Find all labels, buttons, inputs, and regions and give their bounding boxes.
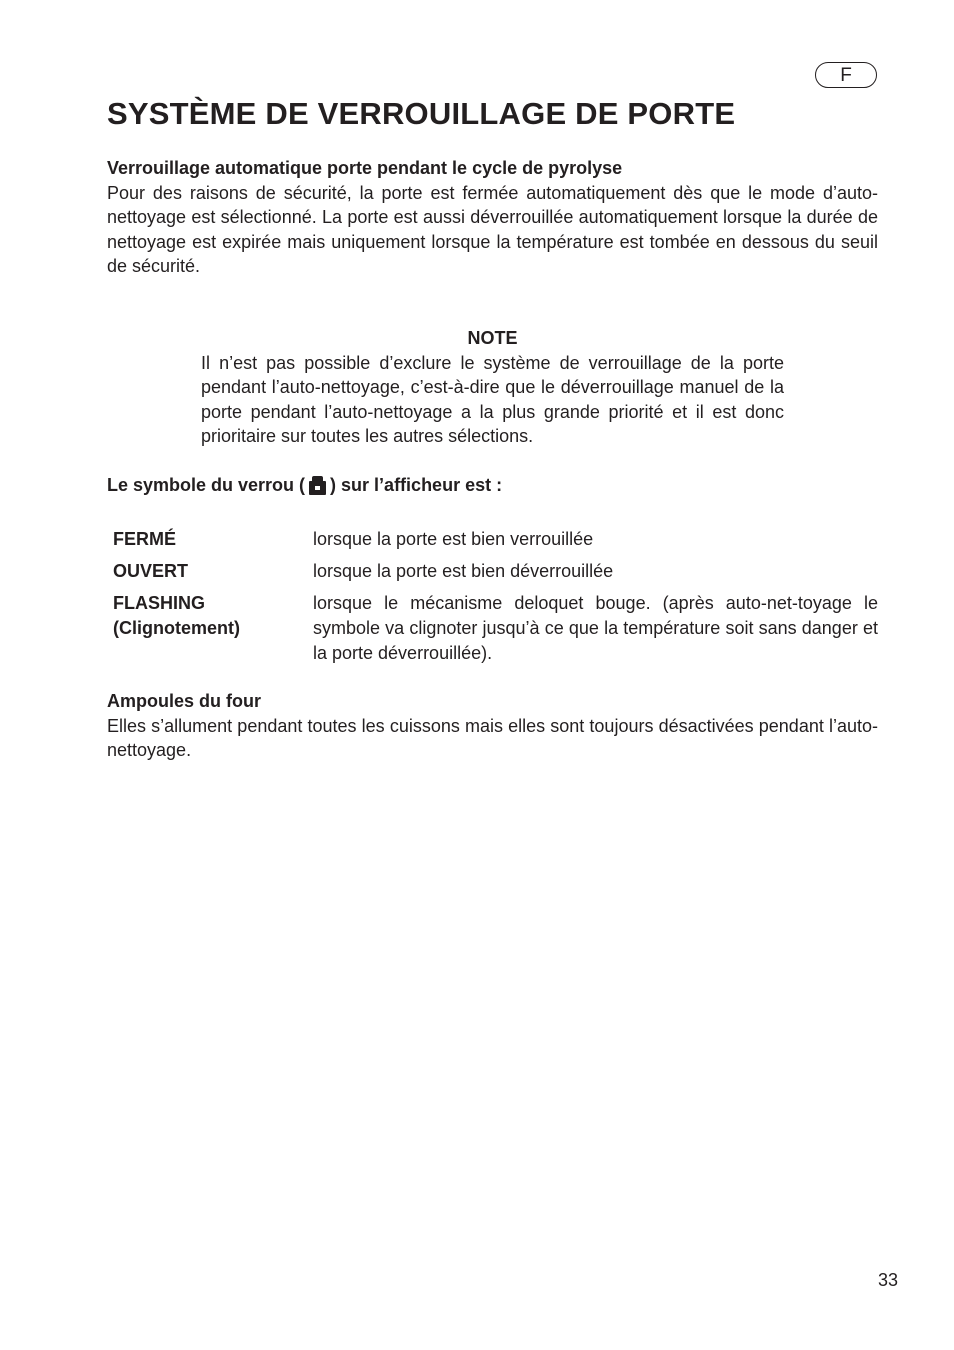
- language-badge: F: [815, 62, 877, 88]
- lock-icon: [309, 476, 326, 495]
- lock-state-table: [113, 527, 878, 673]
- auto-lock-body: Pour des raisons de sécurité, la porte est fermée automatiquement dès que le mode d’auto-nettoyage est sélectionné. La porte est aussi déverrouillée automatiquement lorsque la durée de nettoyage est expirée mais uniquement lorsque la température est tombée en dessous du seuil de sécurité.: [107, 182, 878, 276]
- state-row: [113, 527, 878, 552]
- state-name: FLASHING (Clignotement): [113, 593, 240, 638]
- lock-symbol-text-before: Le symbole du verrou (: [107, 475, 306, 495]
- note-title: NOTE: [467, 328, 518, 348]
- state-row: [113, 559, 878, 584]
- note-text: Il n’est pas possible d’exclure le système de verrouillage de la porte pendant l’auto-nettoyage, c’est-à-dire que le déverrouillage manuel de la porte pendant l’auto-nettoyage a la plus grande priorité et il est donc prioritaire sur toutes les autres sélections.: [201, 352, 784, 446]
- lock-symbol-text-after: ) sur l’afficheur est :: [330, 475, 503, 495]
- page-number: 33: [878, 1270, 899, 1290]
- lock-symbol-line: [107, 472, 502, 498]
- oven-lamps-section: [107, 689, 878, 763]
- state-row: [113, 591, 878, 666]
- state-name: OUVERT: [113, 561, 189, 581]
- state-description: lorsque la porte est bien déverrouillée: [313, 561, 614, 581]
- state-description: lorsque la porte est bien verrouillée: [313, 529, 594, 549]
- state-description: lorsque le mécanisme deloquet bouge. (après auto-net-toyage le symbole va clignoter jusqu’à ce que la température soit sans danger et la porte déverrouillée).: [313, 593, 878, 663]
- oven-lamps-body: Elles s’allument pendant toutes les cuissons mais elles sont toujours désactivées pendant l’auto-nettoyage.: [107, 715, 878, 760]
- state-name: FERMÉ: [113, 529, 176, 549]
- oven-lamps-heading: Ampoules du four: [107, 691, 261, 711]
- auto-lock-section: [107, 156, 878, 279]
- auto-lock-heading: Verrouillage automatique porte pendant le cycle de pyrolyse: [107, 158, 623, 178]
- note-box: [201, 326, 784, 449]
- page-title: SYSTÈME DE VERROUILLAGE DE PORTE: [107, 96, 736, 131]
